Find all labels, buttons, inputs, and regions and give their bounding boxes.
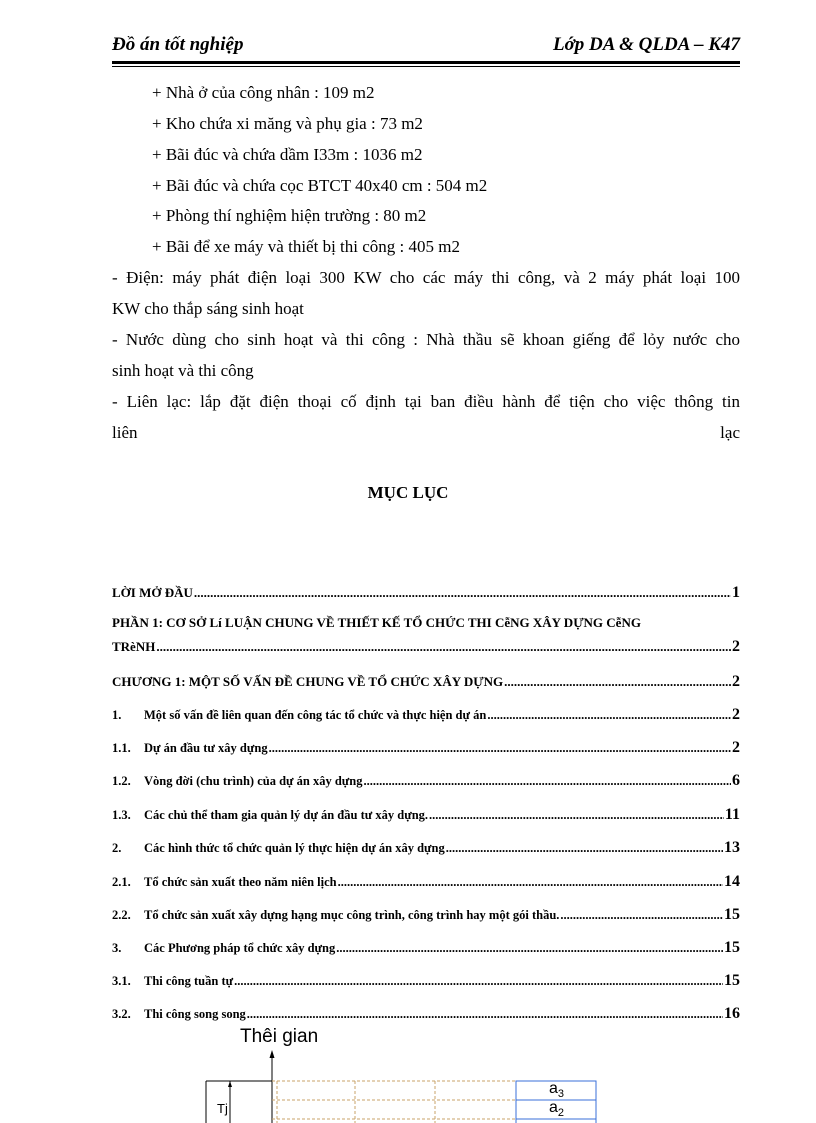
- toc-entry-page: 2: [732, 739, 740, 756]
- toc-entry-text-wrap[interactable]: PHẦN 1: CƠ SỞ Lí LUẬN CHUNG VỀ THIẾT KẾ TỔ CHỨC THI CễNG XÂY DỰNG CễNG: [112, 615, 641, 630]
- toc-entry[interactable]: [112, 584, 740, 602]
- schedule-diagram: [200, 1026, 620, 1123]
- toc-entry[interactable]: [112, 706, 740, 724]
- toc-entry-page: 13: [724, 839, 740, 856]
- toc-entry[interactable]: [112, 839, 740, 857]
- toc-entry-text: Vòng đời (chu trình) của dự án xây dựng: [144, 774, 363, 788]
- lienlac-right-word: lạc: [720, 423, 740, 442]
- header-rule-thick: [112, 61, 740, 64]
- toc-leader: [194, 585, 731, 601]
- toc-title: MỤC LỤC: [367, 483, 449, 502]
- toc-entry-page: 1: [732, 584, 740, 601]
- toc-entry-page: 11: [724, 806, 740, 823]
- bullet-item: + Bãi để xe máy và thiết bị thi công : 405 m2: [152, 237, 460, 256]
- label-a2: [549, 1099, 564, 1119]
- toc-leader: [156, 639, 731, 655]
- toc-entry-page: 2: [732, 638, 740, 655]
- toc-entry[interactable]: [112, 873, 740, 891]
- time-axis-arrow: [270, 1050, 275, 1058]
- toc-entry-text: Tổ chức sản xuất xây dựng hạng mục công trình, công trình hay một gói thầu.: [144, 908, 560, 922]
- toc-leader: [364, 774, 732, 789]
- toc-leader: [429, 808, 724, 823]
- label-a2-letter: a: [549, 1099, 558, 1116]
- toc-entry-number: 1.3.: [112, 808, 131, 822]
- bullet-item: + Kho chứa xi măng và phụ gia : 73 m2: [152, 114, 423, 133]
- toc-entry-page: 15: [724, 972, 740, 989]
- toc-entry-page: 15: [724, 906, 740, 923]
- toc-entry-text: Một số vấn đề liên quan đến công tác tổ chức và thực hiện dự án: [144, 708, 487, 722]
- toc-leader: [336, 941, 723, 956]
- header-title-left: Đồ án tốt nghiệp: [112, 34, 244, 55]
- paragraph-nuoc-line2: sinh hoạt và thi công: [112, 361, 254, 380]
- toc-entry[interactable]: [112, 806, 740, 824]
- label-a3: [549, 1080, 564, 1100]
- toc-entry-number: 3.2.: [112, 1007, 131, 1021]
- paragraph-nuoc-line1: - Nước dùng cho sinh hoạt và thi công : Nhà thầu sẽ khoan giếng để lỏy nước cho: [112, 330, 740, 349]
- toc-entry[interactable]: [112, 906, 740, 924]
- header-rule-thin: [112, 66, 740, 67]
- toc-entry-text: Các Phương pháp tổ chức xây dựng: [144, 941, 336, 955]
- toc-leader: [487, 708, 731, 723]
- bullet-item: + Nhà ở của công nhân : 109 m2: [152, 83, 375, 102]
- toc-entry[interactable]: [112, 1005, 740, 1023]
- toc-entry-page: 6: [732, 772, 740, 789]
- tj-arrow: [228, 1081, 232, 1087]
- toc-entry-text: Tổ chức sản xuất theo năm niên lịch: [144, 875, 337, 889]
- toc-leader: [234, 974, 723, 989]
- toc-entry-page: 14: [724, 873, 740, 890]
- toc-leader: [446, 841, 723, 856]
- lienlac-left-word: liên: [112, 423, 138, 442]
- toc-entry-text: Các hình thức tổ chức quản lý thực hiện dự án xây dựng: [144, 841, 445, 855]
- bullet-item: + Bãi đúc và chứa cọc BTCT 40x40 cm : 504 m2: [152, 176, 488, 195]
- bullet-item: + Phòng thí nghiệm hiện trường : 80 m2: [152, 206, 427, 225]
- toc-entry[interactable]: [112, 939, 740, 957]
- toc-entry-text: Dự án đầu tư xây dựng: [144, 741, 268, 755]
- paragraph-dien-line1: - Điện: máy phát điện loại 300 KW cho các máy thi công, và 2 máy phát loại 100: [112, 268, 740, 287]
- toc-entry-number: 3.: [112, 941, 122, 955]
- page-header: [112, 34, 740, 58]
- toc-entry-number: 3.1.: [112, 974, 131, 988]
- paragraph-lienlac-line1: - Liên lạc: lắp đặt điện thoại cố định tại ban điều hành để tiện cho việc thông tin: [112, 392, 740, 411]
- toc-entry-text: Các chủ thể tham gia quản lý dự án đầu tư xây dựng.: [144, 808, 429, 822]
- toc-entry-page: 2: [732, 673, 740, 690]
- toc-entry-number: 1.2.: [112, 774, 131, 788]
- toc-entry-number: 2.: [112, 841, 122, 855]
- label-a2-sub: 2: [557, 1107, 565, 1120]
- toc-leader: [560, 908, 723, 923]
- toc-entry[interactable]: [112, 638, 740, 656]
- toc-leader: [338, 875, 723, 890]
- bullet-item: + Bãi đúc và chứa dầm I33m : 1036 m2: [152, 145, 423, 164]
- toc-entry-text: LỜI MỞ ĐẦU: [112, 585, 193, 600]
- diagram-tj-label: Tj: [217, 1101, 228, 1116]
- label-a3-sub: 3: [557, 1088, 565, 1101]
- toc-entry-text: Thi công song song: [144, 1007, 246, 1021]
- header-title-right: Lớp DA & QLDA – K47: [552, 34, 740, 55]
- toc-entry-page: 2: [732, 706, 740, 723]
- toc-entry[interactable]: [112, 739, 740, 757]
- toc-entry[interactable]: [112, 673, 740, 691]
- toc-entry-number: 2.1.: [112, 875, 131, 889]
- toc-entry-number: 2.2.: [112, 908, 131, 922]
- toc-entry-text: CHƯƠNG 1: MỘT SỐ VẤN ĐỀ CHUNG VỀ TỔ CHỨC XÂY DỰNG: [112, 674, 504, 689]
- toc-leader: [247, 1007, 723, 1022]
- toc-leader: [269, 741, 731, 756]
- toc-entry-number: 1.1.: [112, 741, 131, 755]
- toc-entry-page: 16: [724, 1005, 740, 1022]
- toc-entry-page: 15: [724, 939, 740, 956]
- toc-entry-number: 1.: [112, 708, 122, 722]
- toc-entry-text: TRèNH: [112, 639, 156, 654]
- diagram-title: Thêi gian: [240, 1026, 319, 1047]
- label-a3-letter: a: [549, 1080, 558, 1097]
- toc-entry-text: Thi công tuần tự: [144, 974, 234, 988]
- toc-entry[interactable]: [112, 972, 740, 990]
- toc-entry[interactable]: [112, 772, 740, 790]
- toc-leader: [504, 674, 731, 690]
- paragraph-dien-line2: KW cho thắp sáng sinh hoạt: [112, 299, 304, 318]
